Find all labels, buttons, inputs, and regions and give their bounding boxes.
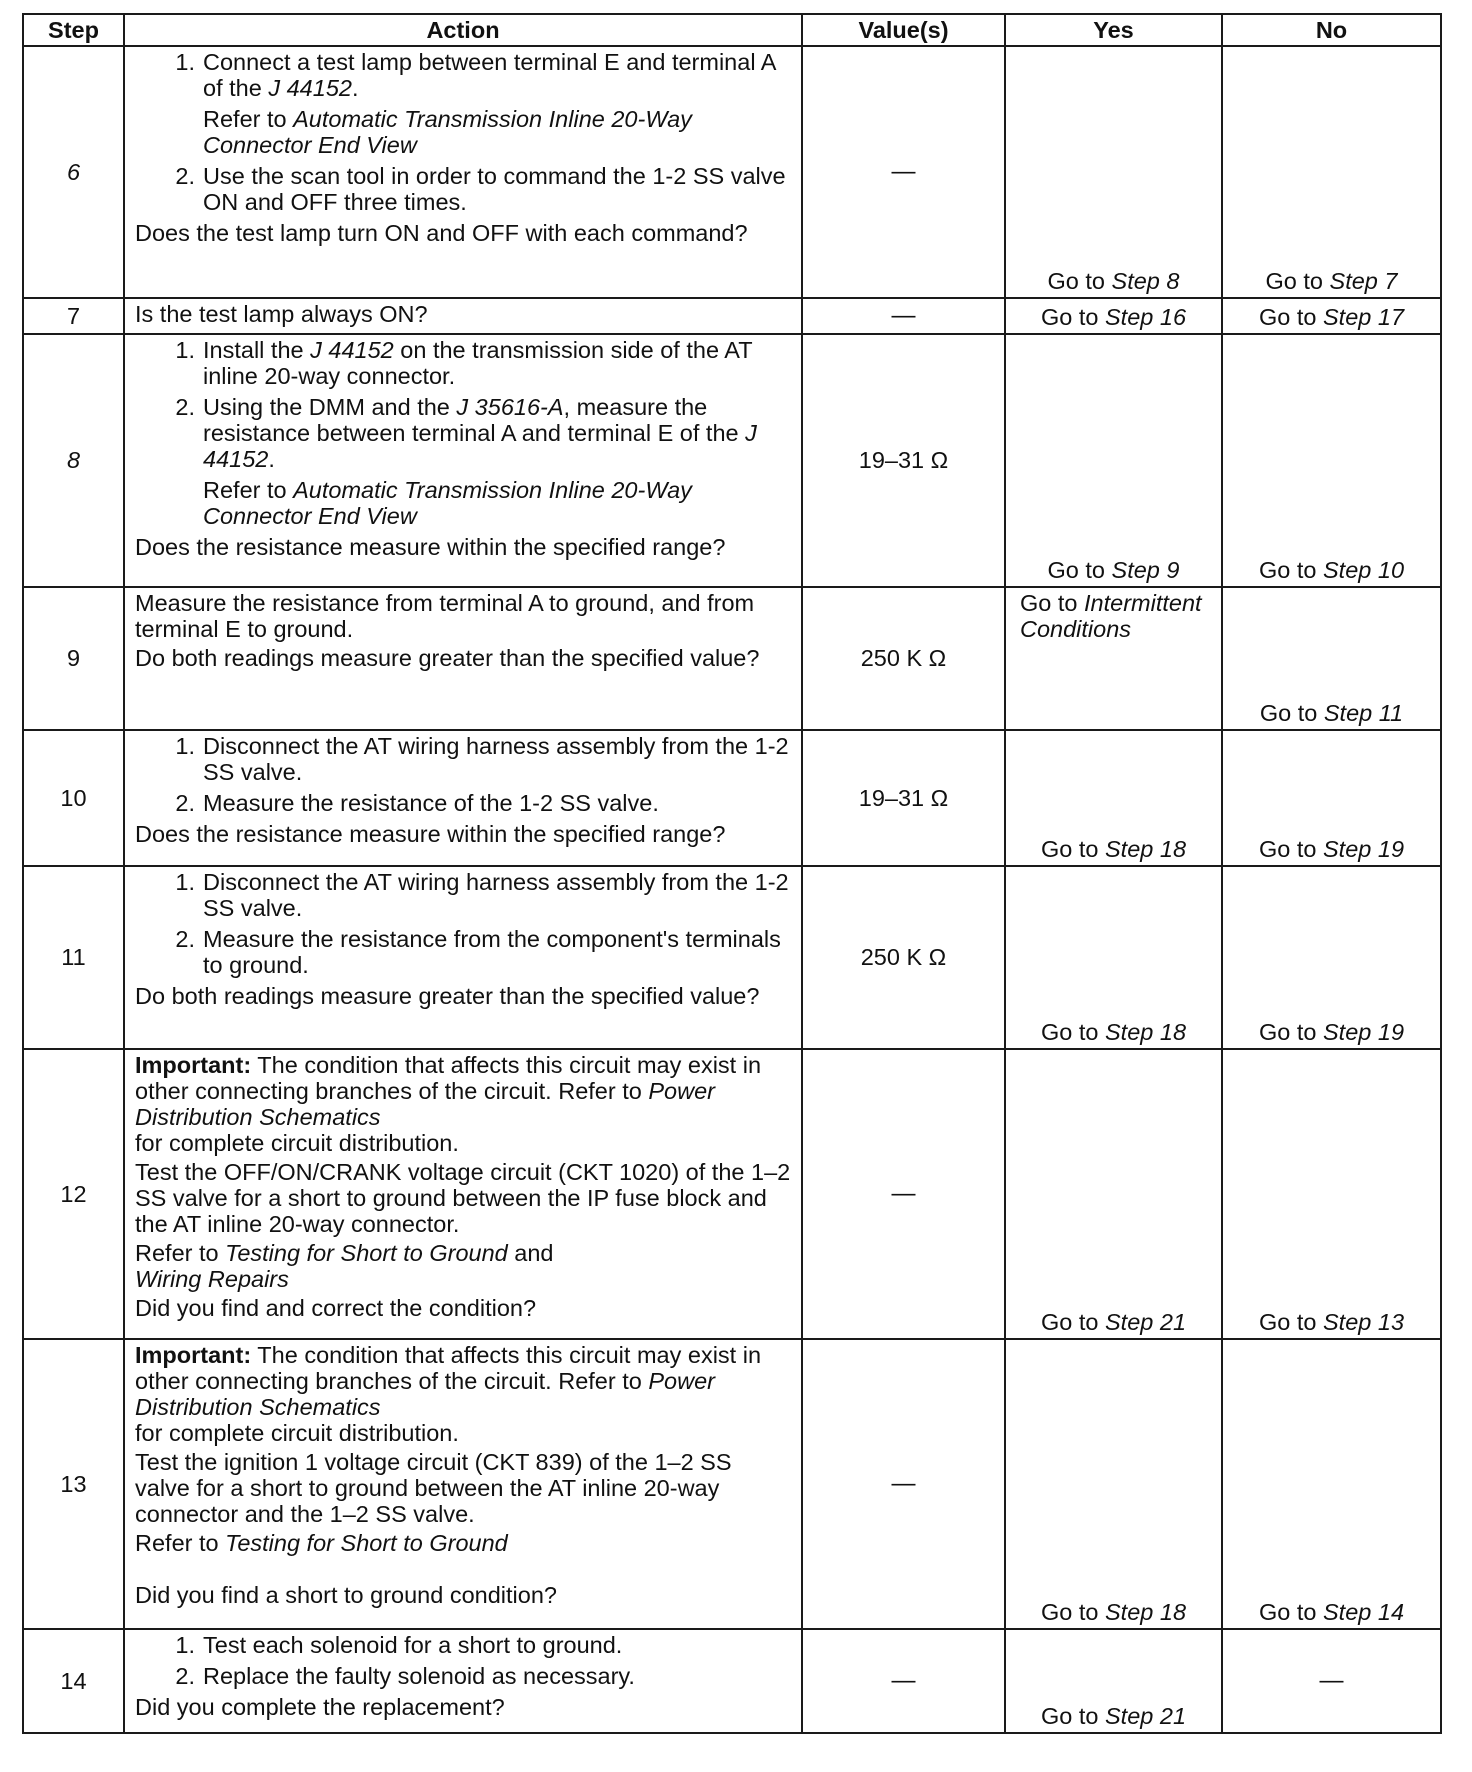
action-cell <box>124 298 802 334</box>
reference-text: Refer to Testing for Short to Ground and Wiring Repairs <box>135 1240 554 1292</box>
question-text: Does the resistance measure within the specified range? <box>135 821 726 847</box>
action-cell <box>124 1339 802 1629</box>
value-cell: — <box>802 298 1005 334</box>
no-cell: Go to Step 14 <box>1222 1339 1441 1629</box>
table-row <box>23 866 1441 1049</box>
header-yes: Yes <box>1005 14 1222 46</box>
action-cell <box>124 866 802 1049</box>
yes-cell: Go to Step 8 <box>1005 46 1222 298</box>
no-cell: — <box>1222 1629 1441 1733</box>
no-step-link[interactable]: Step 11 <box>1323 700 1404 726</box>
action-list <box>135 869 791 978</box>
yes-cell: Go to Step 18 <box>1005 1339 1222 1629</box>
question-text: Do both readings measure greater than the specified value? <box>135 983 760 1009</box>
yes-step-link[interactable]: Step 18 <box>1105 1599 1187 1625</box>
step-number: 6 <box>23 46 124 298</box>
tool-reference: J 44152 <box>310 337 394 363</box>
no-step-link[interactable]: Step 17 <box>1323 304 1405 330</box>
important-note: Important: The condition that affects this circuit may exist in other connecting branches of the circuit. Refer to Power Distribution Schematics for complete circuit distribution. <box>135 1052 762 1156</box>
list-item: 1. Disconnect the AT wiring harness assembly from the 1-2 SS valve. <box>175 733 789 785</box>
doc-reference: Power Distribution Schematics <box>135 1078 715 1130</box>
table-row <box>23 298 1441 334</box>
yes-cell: Go to Step 9 <box>1005 334 1222 587</box>
important-label: Important: <box>135 1052 252 1078</box>
no-cell: Go to Step 19 <box>1222 730 1441 866</box>
yes-step-link[interactable]: Intermittent Conditions <box>1020 590 1202 642</box>
doc-reference: Power Distribution Schematics <box>135 1368 715 1420</box>
list-item: 2. Replace the faulty solenoid as necessary. <box>175 1663 635 1689</box>
header-row <box>23 14 1441 46</box>
doc-reference: Testing for Short to Ground <box>225 1530 508 1556</box>
no-step-link[interactable]: Step 19 <box>1323 836 1405 862</box>
reference-text: Refer to Testing for Short to Ground <box>135 1530 508 1556</box>
value-cell: — <box>802 1339 1005 1629</box>
action-list <box>135 1632 791 1689</box>
action-list <box>135 49 791 215</box>
header-values: Value(s) <box>802 14 1005 46</box>
no-cell: Go to Step 11 <box>1222 587 1441 730</box>
no-step-link[interactable]: Step 14 <box>1323 1599 1405 1625</box>
tool-reference: J 35616-A <box>456 394 564 420</box>
yes-cell: Go to Step 18 <box>1005 730 1222 866</box>
table-row <box>23 334 1441 587</box>
list-item: 2. Measure the resistance from the component's terminals to ground. <box>175 926 781 978</box>
step-number: 14 <box>23 1629 124 1733</box>
value-cell: 250 K Ω <box>802 866 1005 1049</box>
step-number: 10 <box>23 730 124 866</box>
value-cell: 19–31 Ω <box>802 334 1005 587</box>
yes-cell: Go to Step 16 <box>1005 298 1222 334</box>
no-cell: Go to Step 13 <box>1222 1049 1441 1339</box>
question-text: Do both readings measure greater than the specified value? <box>135 645 760 671</box>
action-cell <box>124 334 802 587</box>
action-cell <box>124 46 802 298</box>
list-item: 1. Disconnect the AT wiring harness assembly from the 1-2 SS valve. <box>175 869 789 921</box>
question-text: Does the test lamp turn ON and OFF with each command? <box>135 220 748 246</box>
header-step: Step <box>23 14 124 46</box>
action-text: Measure the resistance from terminal A to ground, and from terminal E to ground. <box>135 590 755 642</box>
header-no: No <box>1222 14 1441 46</box>
question-text: Did you find and correct the condition? <box>135 1295 537 1321</box>
table-row <box>23 587 1441 730</box>
doc-reference: Automatic Transmission Inline 20-Way Connector End View <box>203 477 692 529</box>
yes-cell: Go to Step 21 <box>1005 1629 1222 1733</box>
no-cell: Go to Step 10 <box>1222 334 1441 587</box>
question-text: Did you find a short to ground condition? <box>135 1582 557 1608</box>
yes-step-link[interactable]: Step 18 <box>1105 836 1187 862</box>
table-row <box>23 1339 1441 1629</box>
no-step-link[interactable]: Step 10 <box>1323 557 1405 583</box>
table-row <box>23 1629 1441 1733</box>
step-number: 11 <box>23 866 124 1049</box>
yes-cell: Go to Step 21 <box>1005 1049 1222 1339</box>
diagnostic-page <box>22 13 1440 1734</box>
no-step-link[interactable]: Step 13 <box>1323 1309 1405 1335</box>
no-cell: Go to Step 7 <box>1222 46 1441 298</box>
question-text: Does the resistance measure within the specified range? <box>135 534 726 560</box>
yes-step-link[interactable]: Step 21 <box>1105 1703 1187 1729</box>
list-item: 1. Connect a test lamp between terminal E and terminal A of the J 44152. Refer to Automatic Transmission Inline 20-Way Connector End View <box>175 49 776 158</box>
yes-step-link[interactable]: Step 21 <box>1105 1309 1187 1335</box>
no-step-link[interactable]: Step 7 <box>1329 268 1398 294</box>
question-text: Is the test lamp always ON? <box>135 301 428 327</box>
action-text: Test the ignition 1 voltage circuit (CKT 839) of the 1–2 SS valve for a short to ground between the AT inline 20-way connector and the 1–2 SS valve. <box>135 1449 732 1527</box>
yes-step-link[interactable]: Step 16 <box>1105 304 1187 330</box>
yes-cell: Go to Step 18 <box>1005 866 1222 1049</box>
action-text: Test the OFF/ON/CRANK voltage circuit (CKT 1020) of the 1–2 SS valve for a short to ground between the IP fuse block and the AT inline 20-way connector. <box>135 1159 791 1237</box>
action-list <box>135 733 791 816</box>
step-number: 7 <box>23 298 124 334</box>
step-number: 12 <box>23 1049 124 1339</box>
table-row <box>23 46 1441 298</box>
table-row <box>23 730 1441 866</box>
yes-step-link[interactable]: Step 9 <box>1111 557 1180 583</box>
doc-reference: Testing for Short to Ground <box>225 1240 508 1266</box>
step-number: 13 <box>23 1339 124 1629</box>
tool-reference: J 44152 <box>203 420 757 472</box>
action-cell <box>124 1629 802 1733</box>
list-item: 1. Install the J 44152 on the transmission side of the AT inline 20-way connector. <box>175 337 753 389</box>
question-text: Did you complete the replacement? <box>135 1694 505 1720</box>
value-cell: — <box>802 46 1005 298</box>
step-number: 9 <box>23 587 124 730</box>
tool-reference: J 44152 <box>268 75 352 101</box>
important-note: Important: The condition that affects this circuit may exist in other connecting branches of the circuit. Refer to Power Distribution Schematics for complete circuit distribution. <box>135 1342 762 1446</box>
action-cell <box>124 1049 802 1339</box>
yes-step-link[interactable]: Step 8 <box>1111 268 1180 294</box>
doc-reference: Wiring Repairs <box>135 1266 289 1292</box>
header-action: Action <box>124 14 802 46</box>
list-item: 2. Use the scan tool in order to command the 1-2 SS valve ON and OFF three times. <box>175 163 786 215</box>
list-item: 2. Using the DMM and the J 35616-A, measure the resistance between terminal A and terminal E of the J 44152. Refer to Automatic Transmission Inline 20-Way Connector End View <box>175 394 757 529</box>
doc-reference: Automatic Transmission Inline 20-Way Connector End View <box>203 106 692 158</box>
yes-cell: Go to Intermittent Conditions <box>1005 587 1222 730</box>
important-label: Important: <box>135 1342 252 1368</box>
value-cell: 19–31 Ω <box>802 730 1005 866</box>
diagnostic-table <box>22 13 1442 1734</box>
list-item: 2. Measure the resistance of the 1-2 SS valve. <box>175 790 659 816</box>
action-cell <box>124 587 802 730</box>
no-step-link[interactable]: Step 19 <box>1323 1019 1405 1045</box>
no-cell: Go to Step 17 <box>1222 298 1441 334</box>
step-number: 8 <box>23 334 124 587</box>
list-item: 1. Test each solenoid for a short to ground. <box>175 1632 623 1658</box>
table-row <box>23 1049 1441 1339</box>
yes-step-link[interactable]: Step 18 <box>1105 1019 1187 1045</box>
action-cell <box>124 730 802 866</box>
value-cell: — <box>802 1049 1005 1339</box>
value-cell: 250 K Ω <box>802 587 1005 730</box>
action-list <box>135 337 791 529</box>
value-cell: — <box>802 1629 1005 1733</box>
no-cell: Go to Step 19 <box>1222 866 1441 1049</box>
